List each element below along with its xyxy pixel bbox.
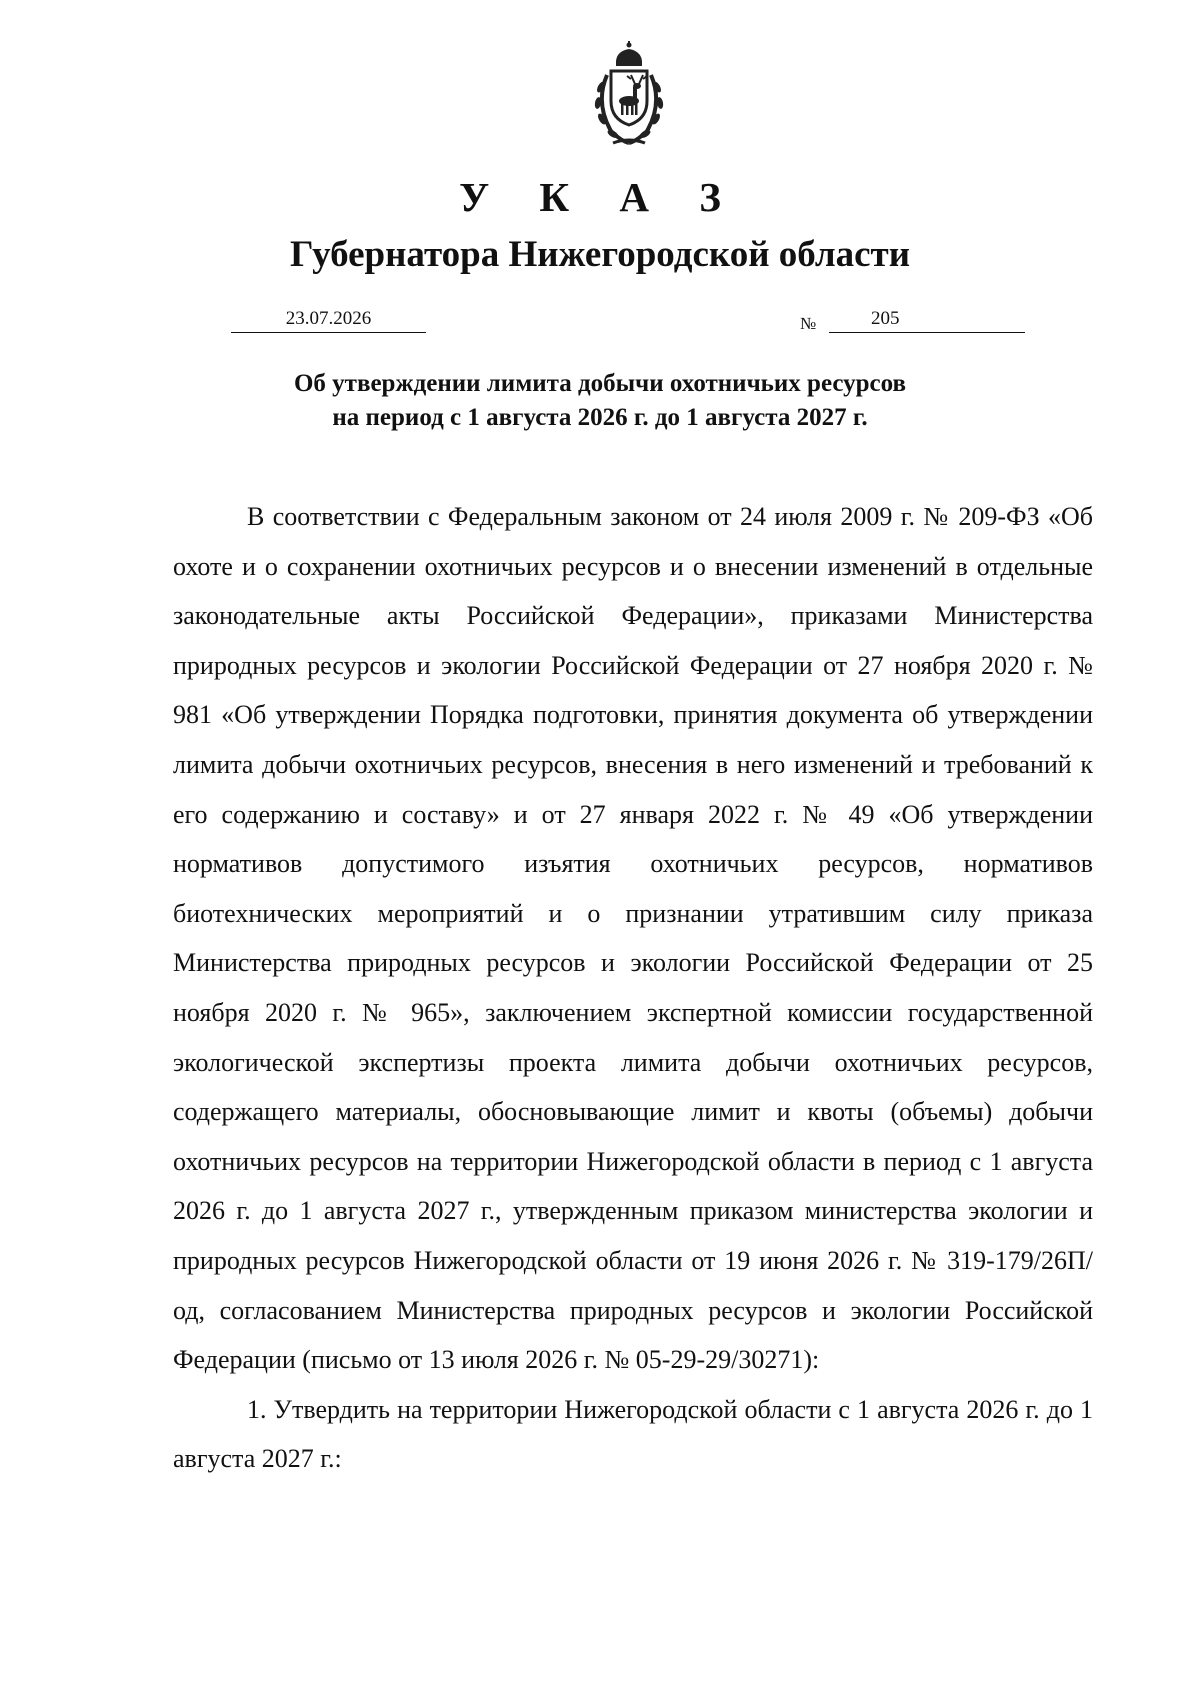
decree-heading bbox=[0, 367, 1200, 435]
heading-line-1: Об утверждении лимита добычи охотничьих ресурсов bbox=[293, 370, 907, 397]
number-sign-label: № bbox=[800, 314, 817, 333]
decree-title: У К А З bbox=[459, 174, 741, 220]
decree-date: 23.07.2026 bbox=[231, 306, 426, 333]
item-1-paragraph: 1. Утвердить на территории Нижегородской области с 1 августа 2026 г. до 1 августа 2027 г.: bbox=[173, 1394, 1093, 1474]
heading-line-2: на период с 1 августа 2026 г. до 1 августа 2027 г. bbox=[332, 404, 868, 431]
coat-of-arms-emblem bbox=[573, 39, 685, 151]
decree-number: 205 bbox=[829, 306, 1025, 333]
preamble-paragraph: В соответствии с Федеральным законом от 24 июля 2009 г. № 209-ФЗ «Об охоте и о сохранении охотничьих ресурсов и о внесении изменений в отдельные законодательные акты Российской Федерации», приказами Министерства природных ресурсов и экологии Российской Федерации от 27 ноября 2020 г. № 981 «Об утверждении Порядка подготовки, принятия документа об утверждении лимита добычи охотничьих ресурсов, внесения в него изменений и требований к его содержанию и составу» и от 27 января 2022 г. № 49 «Об утверждении нормативов допустимого изъятия охотничьих ресурсов, нормативов биотехнических мероприятий и о признании утратившим силу приказа Министерства природных ресурсов и экологии Российской Федерации от 25 ноября 2020 г. № 965», заключением экспертной комиссии государственной экологической экспертизы проекта лимита добычи охотничьих ресурсов, содержащего материалы, обосновывающие лимит и квоты (объемы) добычи охотничьих ресурсов на территории Нижегородской области в период с 1 августа 2026 г. до 1 августа 2027 г., утвержденным приказом министерства экологии и природных ресурсов Нижегородской области от 19 июня 2026 г. № 319-179/26П/од, согласованием Министерства природных ресурсов и экологии Российской Федерации (письмо от 13 июля 2026 г. № 05-29-29/30271): bbox=[173, 502, 1093, 1375]
decree-issuer: Губернатора Нижегородской области bbox=[289, 234, 911, 275]
decree-body bbox=[173, 492, 1093, 1484]
